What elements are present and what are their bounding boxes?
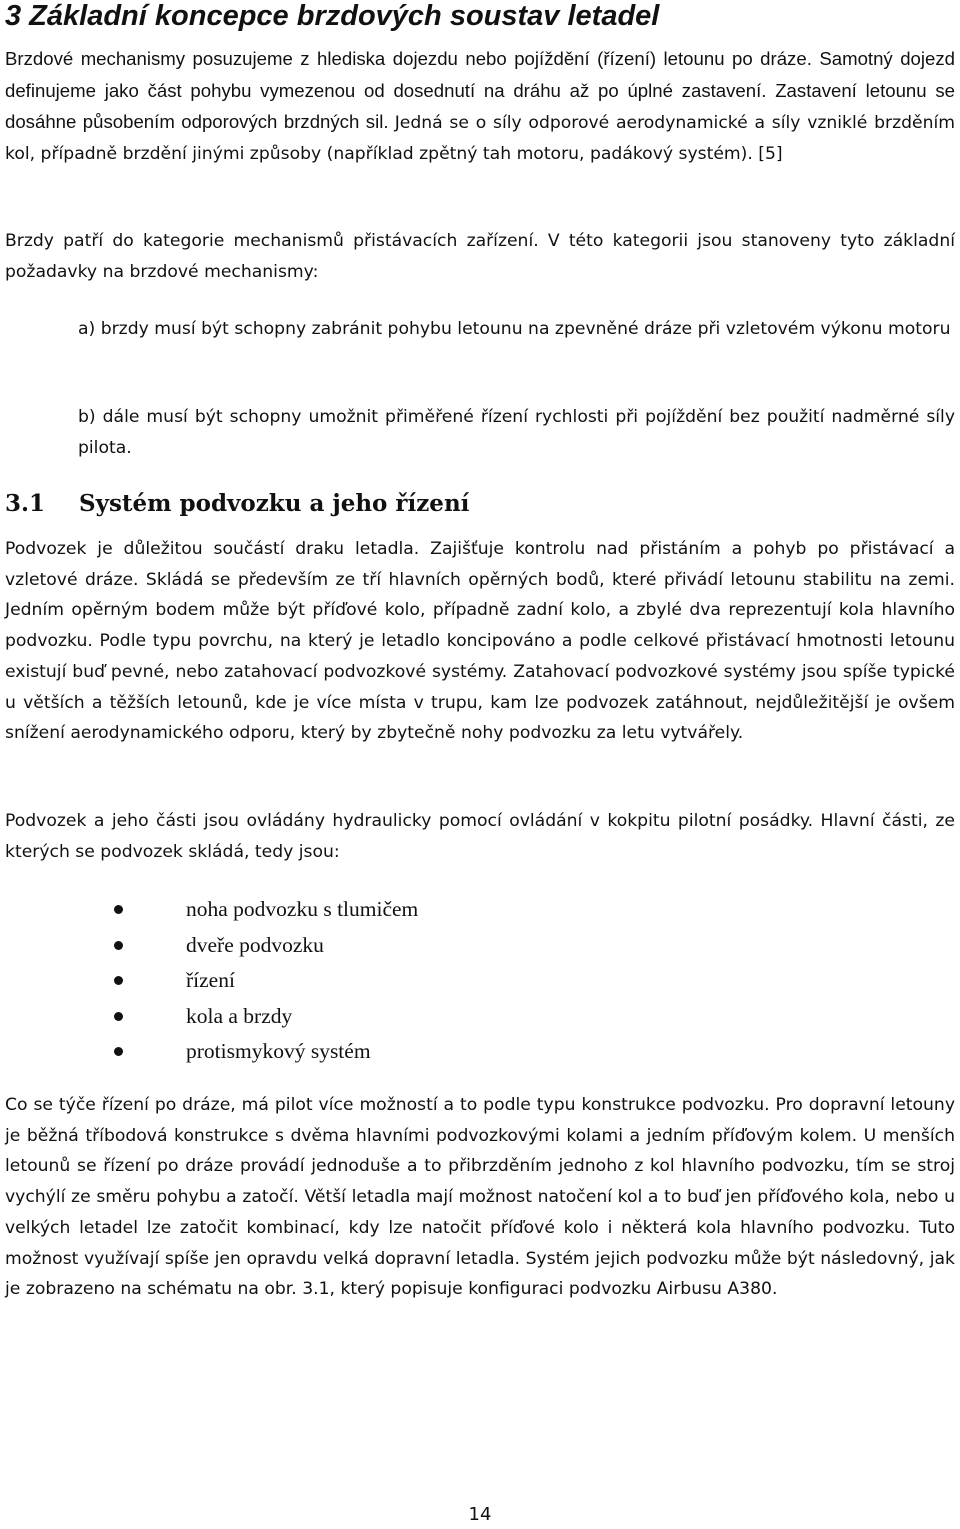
list-item [5,928,418,964]
list-item-text: řízení [186,968,235,992]
requirement-b: b) dále musí být schopny umožnit přiměřené řízení rychlosti při pojíždění bez použití nadměrné síly pilota. [78,407,955,458]
list-item [5,892,418,928]
list-item [5,999,418,1035]
list-item-text: dveře podvozku [186,932,324,957]
intro-continuation-text: Jedná se o síly odporové aerodynamické a síly vzniklé brzděním kol, případně brzdění jinými způsoby (například zpětný tah motoru, padákový systém). [5] [5,113,956,165]
bullet-icon [114,1012,123,1021]
list-item-text: kola a brzdy [186,1003,293,1028]
hydraulic-control-paragraph: Podvozek a jeho části jsou ovládány hydraulicky pomocí ovládání v kokpitu pilotní posádky. Hlavní části, ze kterých se podvozek skládá, tedy jsou: [5,811,955,862]
landing-gear-paragraph: Podvozek je důležitou součástí draku letadla. Zajišťuje kontrolu nad přistáním a pohyb po přistávací a vzletové dráze. Skládá se především ze tří hlavních opěrných bodů, které přivádí letounu stabilitu na zemi. Jedním opěrným bodem může být příďové kolo, případně zadní kolo, a zbylé dva reprezentují kola hlavního podvozku. Podle typu povrchu, na který je letadlo koncipováno a podle celkové přistávací hmotnosti letounu existují buď pevné, nebo zatahovací podvozkové systémy. Zatahovací podvozkové systémy jsou spíše typické u větších a těžších letounů, kde je více místa v trupu, kam lze podvozek zatáhnout, nejdůležitější je ovšem snížení aerodynamického odporu, který by zbytečně nohy podvozku za letu vytvářely. [5,539,955,744]
section-heading: 3 Základní koncepce brzdových soustav letadel [5,0,660,32]
bullet-icon [114,976,123,985]
gear-parts-list [5,892,418,1070]
intro-text: Brzdové mechanismy posuzujeme z hlediska dojezdu nebo pojíždění (řízení) letounu po dráze. Samotný dojezd definujeme jako část pohybu vymezenou od dosednutí na dráhu až po úplné zastavení. Zastavení letounu se dosáhne působením odporových brzdných sil. [5,48,955,133]
subsection-heading [5,486,469,522]
category-paragraph: Brzdy patří do kategorie mechanismů přistávacích zařízení. V této kategorii jsou stanoveny tyto základní požadavky na brzdové mechanismy: [5,231,955,282]
bullet-icon [114,941,123,950]
list-item-text: noha podvozku s tlumičem [186,897,419,921]
list-item [5,963,418,999]
steering-paragraph: Co se týče řízení po dráze, má pilot více možností a to podle typu konstrukce podvozku. Pro dopravní letouny je běžná tříbodová konstrukce s dvěma hlavními podvozkovými kolami a jedním příďovým kolem. U menších letounů se řízení po dráze provádí jednoduše a to přibrzděním jednoho z kol hlavního podvozku, tím se stroj vychýlí ze směru pohybu a zatočí. Větší letadla mají možnost natočení kol a to buď jen příďového kola, nebo u velkých letadel lze zatočit kombinací, kdy lze natočit příďové kolo i některá kola hlavního podvozku. Tuto možnost využívají spíše jen opravdu velká dopravní letadla. Systém jejich podvozku může být následovný, jak je zobrazeno na schématu na obr. 3.1, který popisuje konfiguraci podvozku Airbusu A380. [5,1095,955,1300]
bullet-icon [114,1047,123,1056]
intro-paragraph [5,44,955,170]
bullet-icon [114,905,123,914]
list-item-text: protismykový systém [186,1039,371,1063]
subsection-number: 3.1 [5,490,46,517]
page-number: 14 [468,1504,492,1525]
subsection-title: Systém podvozku a jeho řízení [79,490,470,517]
list-item [5,1034,418,1070]
requirement-a: a) brzdy musí být schopny zabránit pohybu letounu na zpevněné dráze při vzletovém výkonu motoru [78,319,951,339]
